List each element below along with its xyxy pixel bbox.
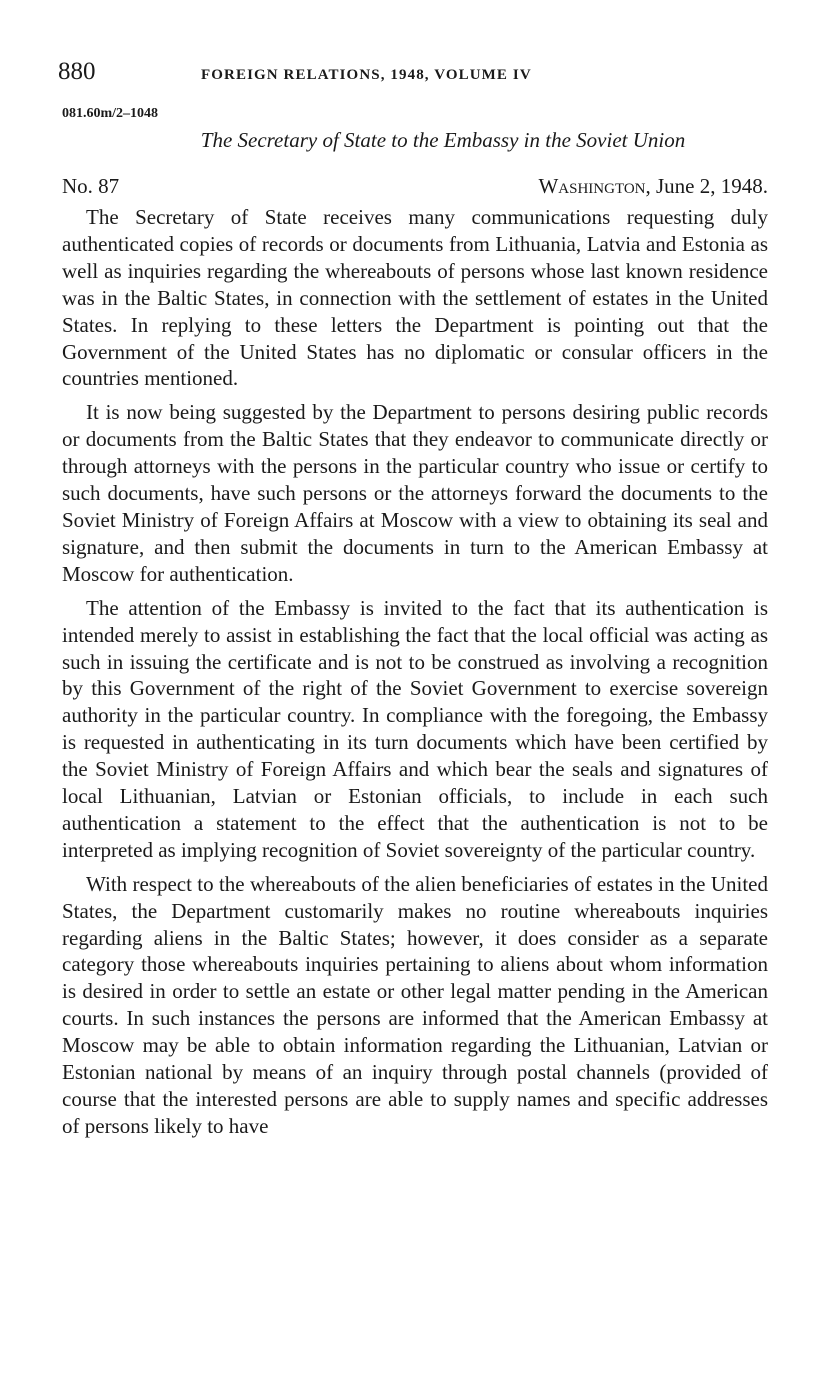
body-text <box>62 204 768 1140</box>
document-number: No. 87 <box>62 174 120 198</box>
page-number: 880 <box>58 58 96 85</box>
paragraph: The Secretary of State receives many communications requesting duly authenticated copies of records or documents from Lithuania, Latvia and Estonia as well as inquiries regarding the whereabouts of persons whose last known residence was in the Baltic States, in connection with the settlement of estates in the United States. In replying to these letters the Department is pointing out that the Government of the United States has no diplomatic or consular officers in the countries mentioned. <box>62 205 768 391</box>
place-and-date <box>538 174 768 204</box>
running-head <box>58 58 768 94</box>
paragraph: The attention of the Embassy is invited to the fact that its authentication is intended merely to assist in establishing the fact that the local official was acting as such in issuing the certificate and is not to be construed as involving a recognition by this Government of the right of the Soviet Government to exercise sovereign authority in the particular country. In compliance with the foregoing, the Embassy is requested in authenticating in its turn documents which have been certified by the Soviet Ministry of Foreign Affairs and which bear the seals and signatures of local Lithuanian, Latvian or Estonian officials, to include in each such authentication a statement to the effect that the authentication is not to be interpreted as implying recognition of Soviet sovereignty of the particular country. <box>62 595 768 862</box>
dateline <box>62 174 768 204</box>
date: June 2, 1948. <box>656 174 768 198</box>
running-title: FOREIGN RELATIONS, 1948, VOLUME IV <box>201 67 532 83</box>
document-page <box>58 58 768 1140</box>
paragraph: It is now being suggested by the Department to persons desiring public records or documents from the Baltic States that they endeavor to communicate directly or through attorneys with the persons in the particular country who issue or certify to such documents, have such persons or the attorneys forward the documents to the Soviet Ministry of Foreign Affairs at Moscow with a view to obtaining its seal and signature, and then submit the documents in turn to the American Embassy at Moscow for authentication. <box>62 400 768 586</box>
paragraph: With respect to the whereabouts of the alien beneficiaries of estates in the United States, the Department customarily makes no routine whereabouts inquiries regarding aliens in the Baltic States; however, it does consider as a separate category those whereabouts inquiries pertaining to aliens about whom information is desired in order to settle an estate or other legal matter pending in the American courts. In such instances the persons are informed that the American Embassy at Moscow may be able to obtain information regarding the Lithuanian, Latvian or Estonian national by means of an inquiry through postal channels (provided of course that the interested persons are able to supply names and specific addresses of persons likely to have <box>62 871 768 1138</box>
place: Washington, <box>538 174 651 198</box>
file-number: 081.60m/2–1048 <box>62 106 159 121</box>
document-heading: The Secretary of State to the Embassy in the Soviet Union <box>200 128 686 152</box>
